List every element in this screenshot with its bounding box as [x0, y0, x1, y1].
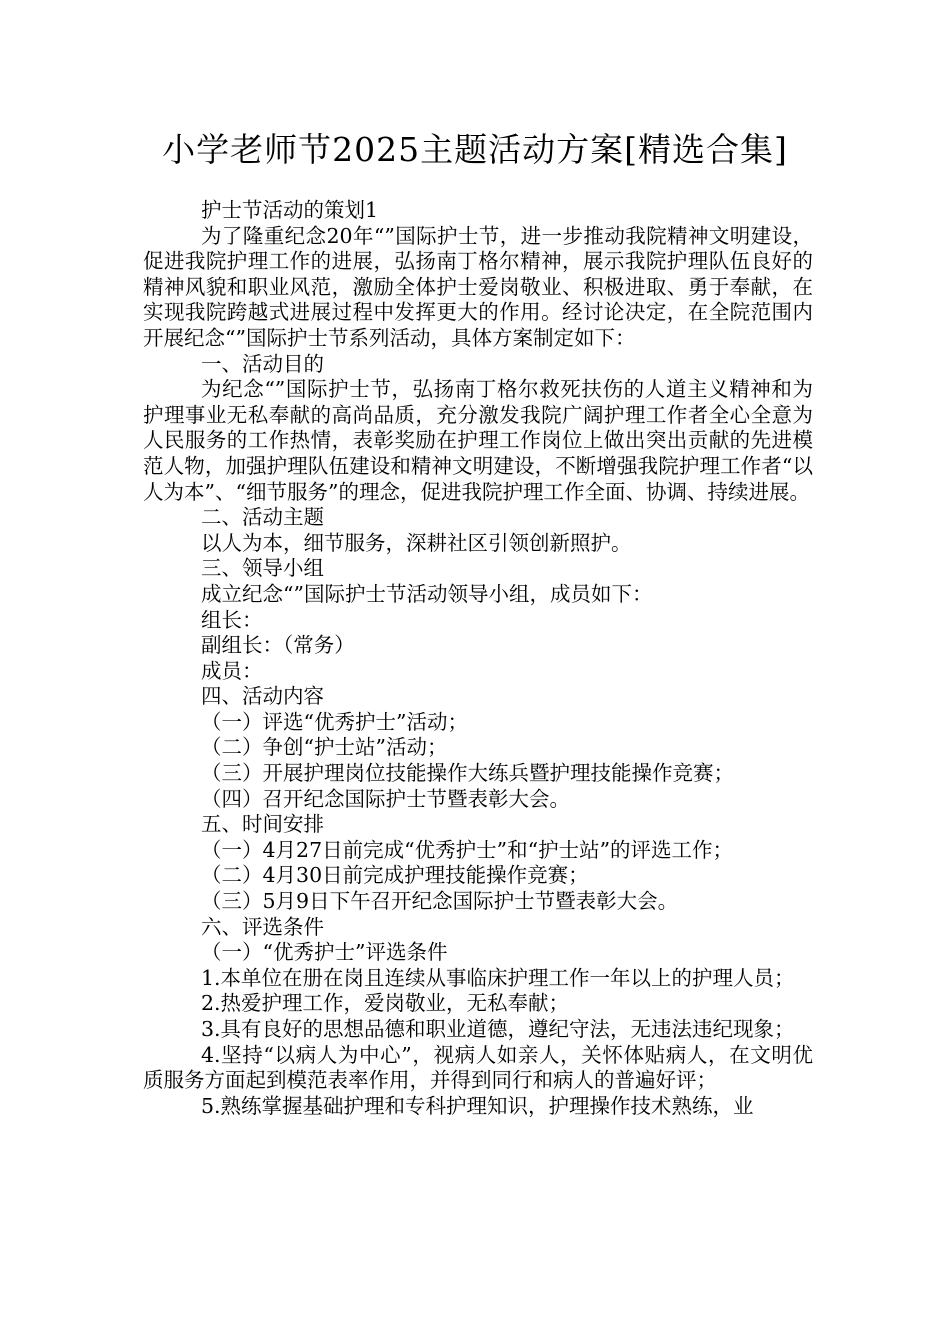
- criteria-item: 3.具有良好的思想品德和职业道德，遵纪守法，无违法违纪现象；: [201, 1017, 795, 1041]
- list-item: （三）5月9日下午召开纪念国际护士节暨表彰大会。: [201, 889, 679, 914]
- members-line: 成员：: [201, 658, 263, 683]
- section-heading: 三、领导小组: [201, 556, 324, 581]
- section-heading: 四、活动内容: [201, 684, 324, 709]
- paragraph-purpose: 为纪念“”国际护士节，弘扬南丁格尔救死扶伤的人道主义精神和为护理事业无私奉献的高尚品质，充分激发我院广阔护理工作者全心全意为人民服务的工作热情，表彰奖励在护理工作岗位上做出突出贡献的先进模范人物，加强护理队伍建设和精神文明建设，不断增强我院护理工作者“以人为本”、“细节服务”的理念，促进我院护理工作全面、协调、持续进展。: [143, 377, 813, 504]
- deputy-leader-line: 副组长：（常务）: [201, 633, 355, 658]
- paragraph-intro: 为了隆重纪念20年“”国际护士节，进一步推动我院精神文明建设，促进我院护理工作的进展，弘扬南丁格尔精神，展示我院护理队伍良好的精神风貌和职业风范，激励全体护士爱岗敬业、积极进取、勇于奉献，在实现我院跨越式进展过程中发挥更大的作用。经讨论决定，在全院范围内开展纪念“”国际护士节系列活动，具体方案制定如下：: [143, 223, 813, 350]
- list-item: （四）召开纪念国际护士节暨表彰大会。: [201, 786, 570, 811]
- list-item: （一）评选“优秀护士”活动；: [201, 709, 468, 734]
- criteria-item: 5.熟练掌握基础护理和专科护理知识，护理操作技术熟练，业: [201, 1093, 754, 1118]
- document-title: 小学老师节2025主题活动方案[精选合集]: [162, 130, 788, 169]
- criteria-item: 2.热爱护理工作，爱岗敬业，无私奉献；: [201, 991, 570, 1016]
- leader-line: 组长：: [201, 607, 263, 632]
- paragraph-leadership: 成立纪念“”国际护士节活动领导小组，成员如下：: [201, 581, 653, 606]
- section-heading: 二、活动主题: [201, 505, 324, 530]
- section-heading: 六、评选条件: [201, 914, 324, 939]
- subsection-heading: （一）“优秀护士”评选条件: [201, 940, 448, 965]
- list-item: （二）4月30日前完成护理技能操作竞赛；: [201, 863, 589, 888]
- list-item: （二）争创“护士站”活动；: [201, 735, 448, 760]
- criteria-item: 4.坚持“以病人为中心”，视病人如亲人，关怀体贴病人，在文明优质服务方面起到模范表率作用，并得到同行和病人的普遍好评；: [143, 1042, 813, 1093]
- section-heading: 五、时间安排: [201, 812, 324, 837]
- section-heading: 一、活动目的: [201, 351, 324, 376]
- paragraph-theme: 以人为本，细节服务，深耕社区引领创新照护。: [201, 530, 632, 555]
- list-item: （三）开展护理岗位技能操作大练兵暨护理技能操作竞赛；: [201, 761, 734, 786]
- criteria-item: 1.本单位在册在岗且连续从事临床护理工作一年以上的护理人员；: [201, 965, 795, 990]
- list-item: （一）4月27日前完成“优秀护士”和“护士站”的评选工作；: [201, 837, 734, 862]
- document-body: [143, 198, 813, 1119]
- section-heading: 护士节活动的策划1: [201, 198, 379, 222]
